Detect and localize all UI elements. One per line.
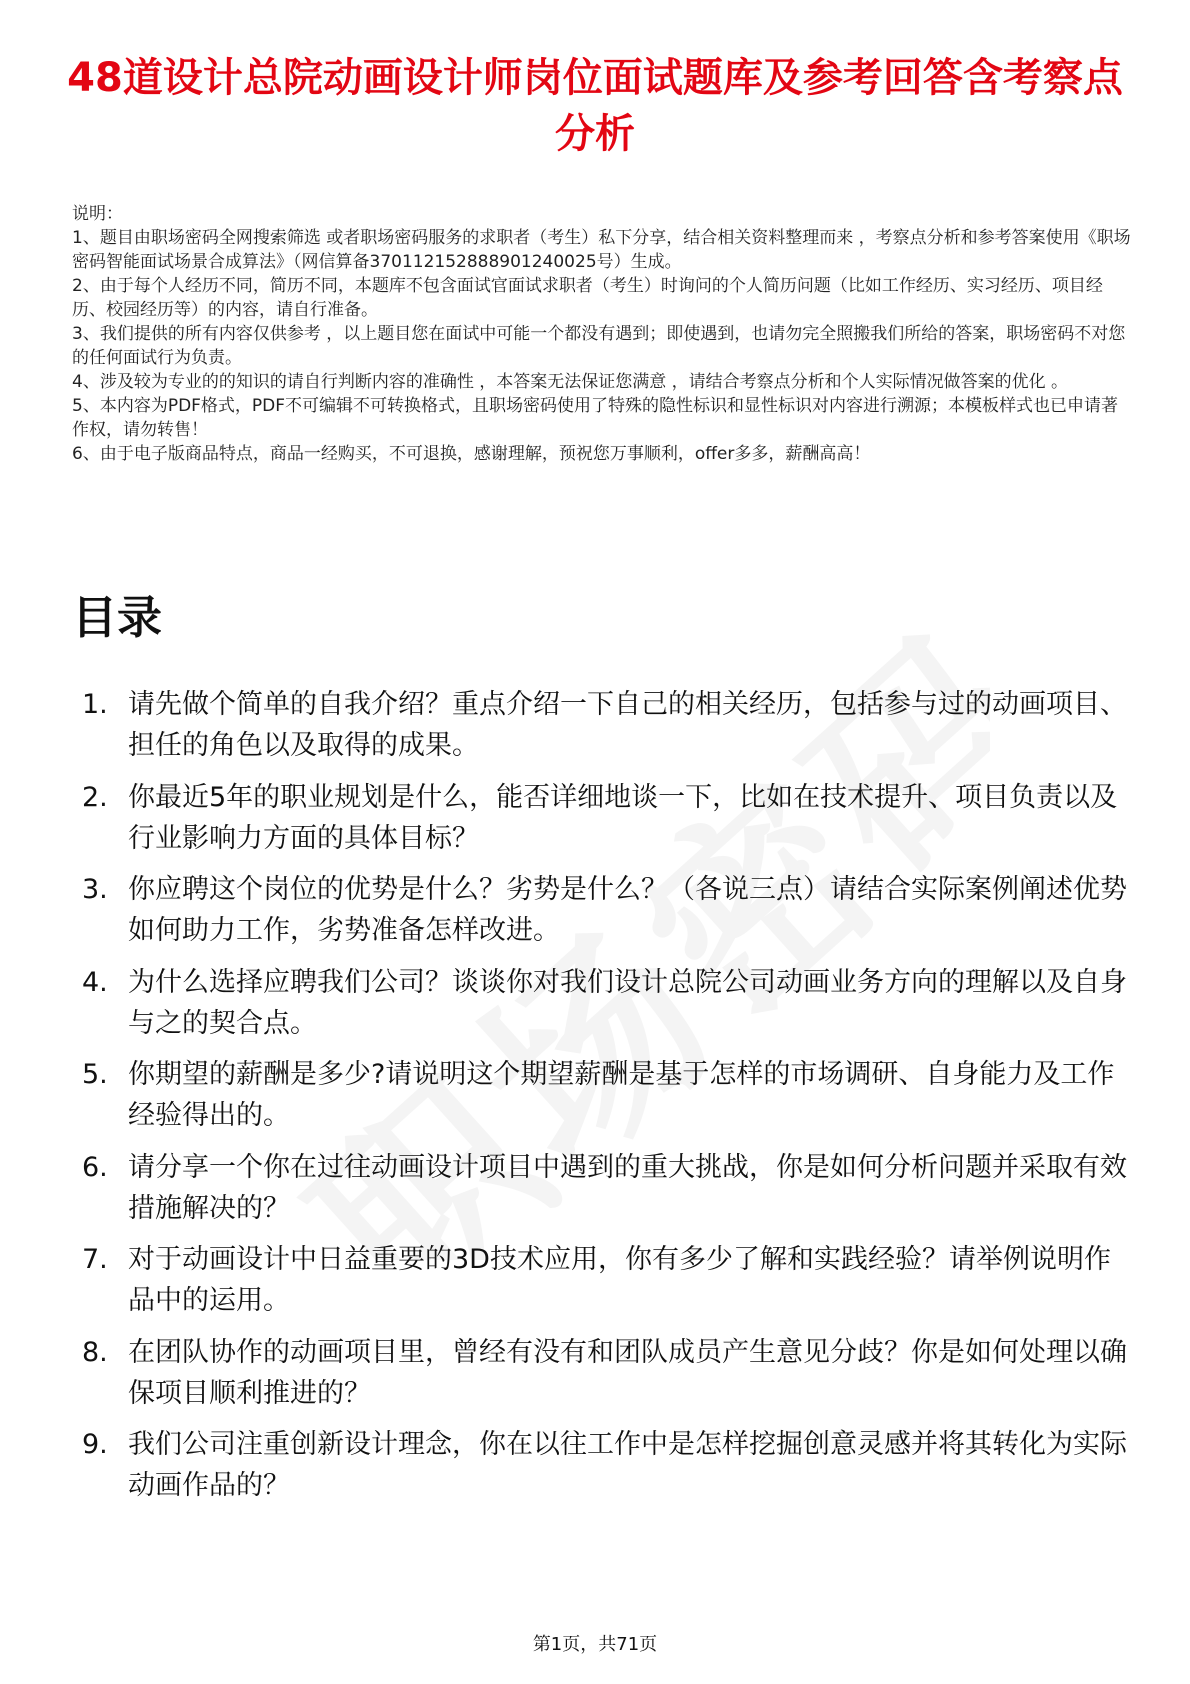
- toc-item-number: 7.: [82, 1244, 108, 1275]
- toc-item[interactable]: [82, 1332, 1132, 1414]
- notes-heading: 说明：: [72, 204, 123, 224]
- toc-item-number: 8.: [82, 1336, 108, 1368]
- toc-item[interactable]: [82, 1054, 1132, 1136]
- toc-item-number: 3.: [82, 874, 108, 905]
- toc-heading: 目录: [72, 591, 163, 644]
- toc-item-text: 请先做个简单的自我介绍？重点介绍一下自己的相关经历，包括参与过的动画项目、担任的角色以及取得的成果。: [128, 689, 1127, 761]
- toc-item-text: 你最近5年的职业规划是什么，能否详细地谈一下，比如在技术提升、项目负责以及行业影响力方面的具体目标？: [128, 781, 1118, 854]
- page-footer: 第1页，共71页: [532, 1634, 658, 1655]
- toc-item-number: 1.: [82, 689, 108, 720]
- toc-item-number: 5.: [82, 1059, 108, 1090]
- note-item: 4、涉及较为专业的的知识的请自行判断内容的准确性 ，本答案无法保证您满意 ，请结合考察点分析和个人实际情况做答案的优化 。: [72, 372, 1069, 392]
- note-item: 1、题目由职场密码全网搜索筛选 或者职场密码服务的求职者（考生）私下分享，结合相关资料整理而来 ，考察点分析和参考答案使用《职场密码智能面试场景合成算法》（网信算备370112152888901240025号）生成。: [72, 228, 1131, 272]
- toc-item-text: 为什么选择应聘我们公司？谈谈你对我们设计总院公司动画业务方向的理解以及自身与之的契合点。: [128, 966, 1127, 1039]
- toc-list: [82, 684, 1132, 1517]
- toc-item[interactable]: [82, 1424, 1132, 1506]
- toc-item-text: 请分享一个你在过往动画设计项目中遇到的重大挑战，你是如何分析问题并采取有效措施解决的？: [128, 1151, 1127, 1224]
- toc-item-text: 我们公司注重创新设计理念，你在以往工作中是怎样挖掘创意灵感并将其转化为实际动画作品的？: [128, 1429, 1127, 1501]
- document-title: 48道设计总院动画设计师岗位面试题库及参考回答含考察点分析: [67, 55, 1123, 157]
- note-item: 3、我们提供的所有内容仅供参考 ，以上题目您在面试中可能一个都没有遇到；即使遇到，也请勿完全照搬我们所给的答案，职场密码不对您的任何面试行为负责。: [72, 324, 1126, 368]
- note-item: 5、本内容为PDF格式，PDF不可编辑不可转换格式，且职场密码使用了特殊的隐性标识和显性标识对内容进行溯源；本模板样式也已申请著作权，请勿转售！: [72, 396, 1119, 440]
- note-item: 6、由于电子版商品特点，商品一经购买，不可退换，感谢理解，预祝您万事顺利，offer多多，薪酬高高！: [72, 444, 871, 464]
- toc-item[interactable]: [82, 962, 1132, 1044]
- toc-item-number: 9.: [82, 1429, 108, 1460]
- toc-item-text: 你期望的薪酬是多少?请说明这个期望薪酬是基于怎样的市场调研、自身能力及工作经验得出的。: [128, 1059, 1115, 1131]
- toc-item[interactable]: [82, 869, 1132, 951]
- toc-item[interactable]: [82, 684, 1132, 766]
- toc-item-number: 4.: [82, 966, 108, 998]
- note-item: 2、由于每个人经历不同，简历不同，本题库不包含面试官面试求职者（考生）时询问的个人简历问题（比如工作经历、实习经历、项目经历、校园经历等）的内容，请自行准备。: [72, 276, 1103, 320]
- toc-item[interactable]: [82, 1239, 1132, 1321]
- toc-item-number: 6.: [82, 1151, 108, 1183]
- toc-item-number: 2.: [82, 781, 108, 813]
- toc-item[interactable]: [82, 777, 1132, 859]
- toc-item-text: 在团队协作的动画项目里，曾经有没有和团队成员产生意见分歧？你是如何处理以确保项目顺利推进的？: [128, 1336, 1127, 1409]
- toc-item-text: 对于动画设计中日益重要的3D技术应用，你有多少了解和实践经验？请举例说明作品中的运用。: [128, 1244, 1111, 1316]
- toc-item-text: 你应聘这个岗位的优势是什么？劣势是什么？（各说三点）请结合实际案例阐述优势如何助力工作，劣势准备怎样改进。: [128, 874, 1127, 946]
- notes-section: [72, 202, 1132, 466]
- toc-item[interactable]: [82, 1147, 1132, 1229]
